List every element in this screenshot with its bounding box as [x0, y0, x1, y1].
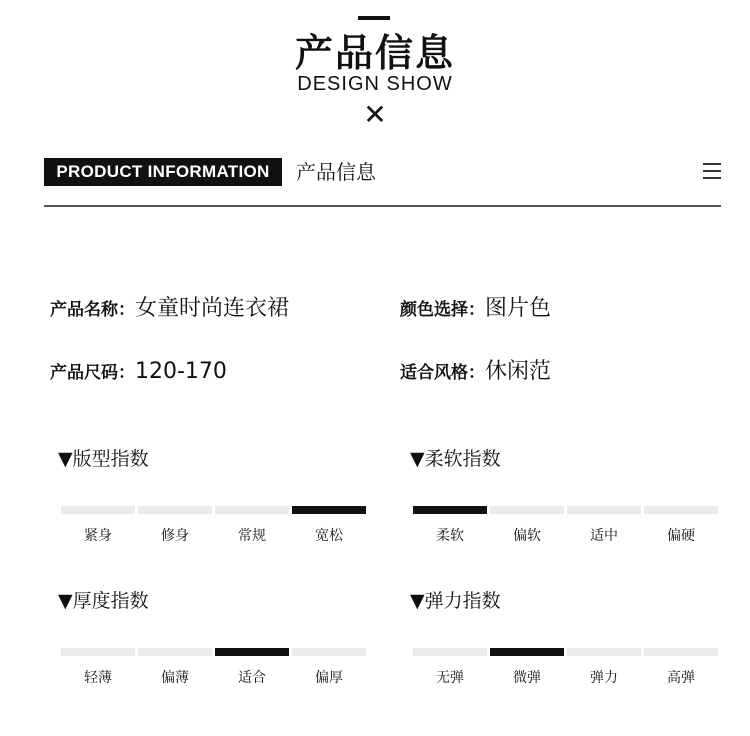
field-label: 颜色选择：	[400, 300, 485, 320]
field-label: 产品尺码：	[50, 363, 135, 383]
cross-icon: ✕	[363, 98, 387, 131]
scale-label: 修身	[161, 528, 189, 544]
field-value: 女童时尚连衣裙	[135, 296, 290, 321]
field-value: 图片色	[485, 296, 552, 321]
scale-label: 常规	[238, 528, 266, 544]
field-color	[400, 295, 551, 324]
page-subtitle: DESIGN SHOW	[297, 73, 453, 95]
scale-label: 微弹	[513, 670, 541, 686]
index-thickness	[58, 588, 373, 698]
title-dash	[358, 16, 390, 20]
scale-segment	[567, 648, 641, 656]
page-title: 产品信息	[294, 31, 455, 75]
section-divider	[44, 205, 721, 207]
scale-label: 轻薄	[84, 670, 112, 686]
scale-label: 偏厚	[315, 670, 343, 686]
field-label: 产品名称：	[50, 300, 135, 320]
scale-segment	[138, 648, 212, 656]
index-title: ▼柔软指数	[410, 448, 501, 470]
scale-segment	[138, 506, 212, 514]
field-label: 适合风格：	[400, 363, 485, 383]
scale-label: 适中	[590, 528, 618, 544]
scale-segment	[292, 648, 366, 656]
field-value: 120-170	[135, 359, 227, 384]
field-product-name	[50, 295, 289, 324]
index-fit	[58, 446, 373, 556]
scale-label: 宽松	[315, 528, 343, 544]
scale-segment	[644, 506, 718, 514]
scale-label: 偏薄	[161, 670, 189, 686]
scale-label: 柔软	[436, 528, 464, 544]
scale-label: 适合	[238, 670, 266, 686]
scale-segment-selected	[292, 506, 366, 514]
scale-segment	[61, 648, 135, 656]
scale-segment	[490, 506, 564, 514]
index-softness	[410, 446, 725, 556]
scale-label: 偏硬	[667, 528, 695, 544]
scale-segment	[413, 648, 487, 656]
scale-label: 无弹	[436, 670, 464, 686]
scale-segment	[567, 506, 641, 514]
section-label-en: PRODUCT INFORMATION	[44, 158, 282, 186]
field-value: 休闲范	[485, 359, 552, 384]
scale-segment-selected	[215, 648, 289, 656]
scale-segment	[215, 506, 289, 514]
scale-label: 高弹	[667, 670, 695, 686]
field-style	[400, 358, 551, 387]
index-title: ▼厚度指数	[58, 590, 149, 612]
scale-segment	[61, 506, 135, 514]
index-title: ▼版型指数	[58, 448, 149, 470]
field-size	[50, 358, 227, 387]
section-label-cn: 产品信息	[296, 160, 376, 184]
scale-label: 弹力	[590, 670, 618, 686]
menu-icon	[703, 163, 721, 179]
scale-segment-selected	[490, 648, 564, 656]
scale-label: 紧身	[84, 528, 112, 544]
scale-segment-selected	[413, 506, 487, 514]
scale-segment	[644, 648, 718, 656]
index-title: ▼弹力指数	[410, 590, 501, 612]
index-elasticity	[410, 588, 725, 698]
scale-label: 偏软	[513, 528, 541, 544]
